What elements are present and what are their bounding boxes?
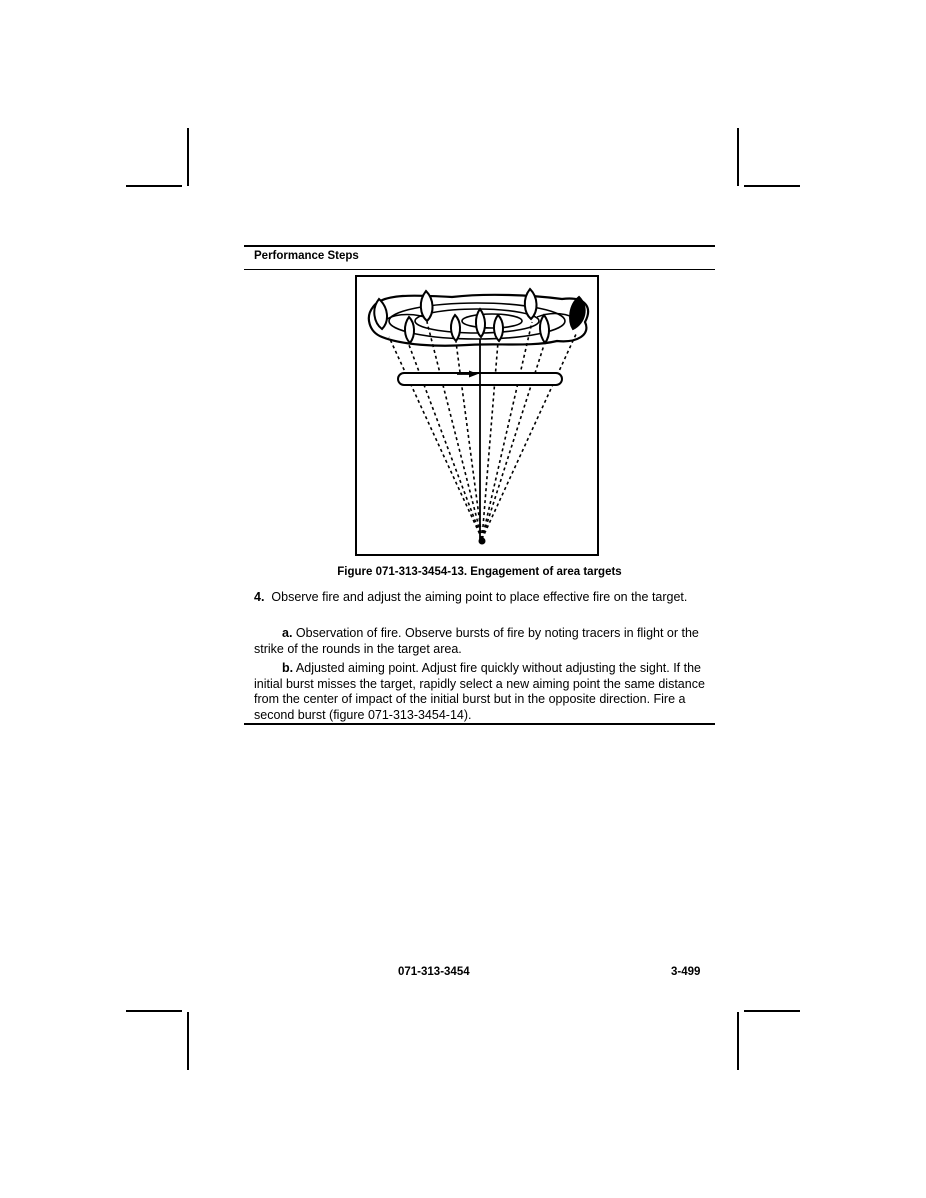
step-4-paragraph (254, 590, 716, 606)
crop-mark (126, 185, 182, 187)
burst-icon (525, 289, 537, 319)
header-underline (244, 269, 715, 270)
burst-icon (451, 315, 460, 341)
burst-icon (405, 317, 414, 343)
crop-mark (187, 128, 189, 186)
crop-mark (126, 1010, 182, 1012)
area-target-engagement-diagram (357, 277, 597, 554)
substep-text: Observation of fire. Observe bursts of fire by noting tracers in flight or the strike of the rounds in the target area. (254, 626, 699, 656)
step-b-paragraph (254, 661, 716, 723)
terrain-contour (462, 314, 522, 328)
figure-illustration (355, 275, 599, 556)
header-rule (244, 245, 715, 247)
burst-icon-filled (570, 297, 585, 329)
lines-of-fire (389, 322, 577, 539)
footer-page-number: 3-499 (671, 966, 701, 978)
crop-mark (737, 128, 739, 186)
crop-mark (187, 1012, 189, 1070)
substep-label: a. (282, 626, 293, 640)
burst-icon (374, 299, 387, 329)
gun-position (479, 538, 486, 545)
burst-icon (494, 315, 503, 341)
substep-label: b. (282, 661, 294, 675)
crop-mark (737, 1012, 739, 1070)
step-text: Observe fire and adjust the aiming point to place effective fire on the target. (271, 590, 688, 604)
footer-document-code: 071-313-3454 (398, 966, 470, 978)
figure-caption: Figure 071-313-3454-13. Engagement of area targets (337, 566, 622, 578)
step-number: 4. (254, 590, 265, 604)
section-heading: Performance Steps (254, 250, 359, 262)
crop-mark (744, 185, 800, 187)
step-a-paragraph (254, 626, 716, 657)
substep-text: Adjusted aiming point. Adjust fire quickly without adjusting the sight. If the initial burst misses the target, rapidly select a new aiming point the same distance from the center of impact of the initial burst but in the opposite direction. Fire a second burst (figure 071-313-3454-14). (254, 661, 705, 722)
burst-icon (540, 315, 549, 343)
section-end-rule (244, 723, 715, 725)
crop-mark (744, 1010, 800, 1012)
burst-icon (476, 309, 485, 337)
